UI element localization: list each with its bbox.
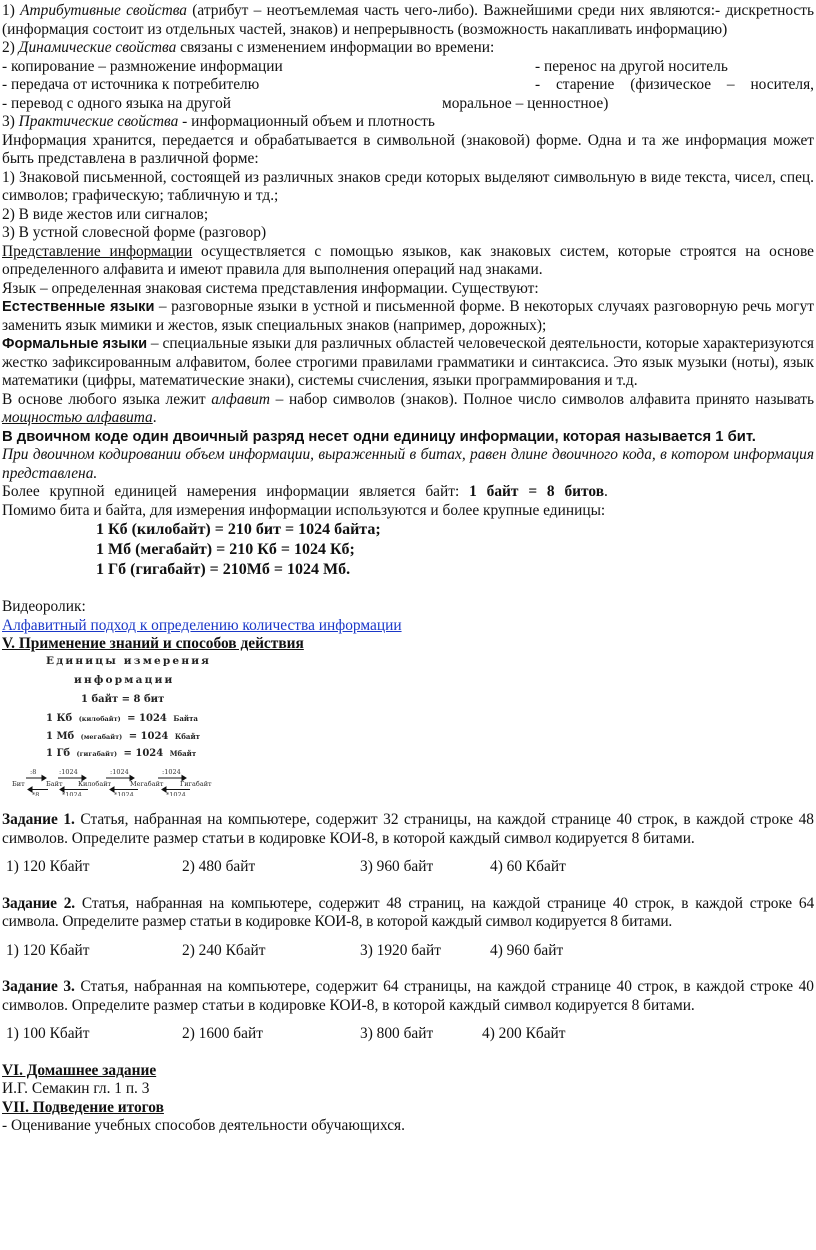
unit-name-megabyte: Мегабайт bbox=[130, 779, 164, 788]
video-label: Видеоролик: bbox=[2, 598, 86, 615]
d-part: 1 Мб bbox=[46, 730, 75, 742]
spacer bbox=[2, 848, 814, 858]
dyn-moral: моральное – ценностное) bbox=[442, 94, 609, 112]
answer-option: 1) 100 Кбайт bbox=[6, 1025, 90, 1042]
term-alphabet-power: мощностью алфавита bbox=[2, 409, 153, 426]
unit-name-bit: Бит bbox=[12, 779, 25, 788]
practical-properties bbox=[2, 113, 814, 132]
dyn-transmit: - передача от источника к потребителю bbox=[2, 76, 260, 93]
bigger-units-intro: Помимо бита и байта, для измерения информации используются и более крупные единицы: bbox=[2, 501, 606, 519]
dyn-aging: - старение (физическое – носителя, bbox=[535, 76, 814, 93]
mul-label: *1024 bbox=[62, 790, 82, 796]
byte-paragraph bbox=[2, 483, 814, 502]
binary-italic-statement: При двоичном кодировании объем информации, выраженный в битах, равен длине двоичного кода, в котором информация представлена. bbox=[2, 446, 814, 482]
answer-option: 4) 960 байт bbox=[490, 941, 564, 959]
diagram-title-2: информации bbox=[74, 673, 175, 686]
task-text: Статья, набранная на компьютере, содержит 64 страницы, на каждой странице 40 строк, в каждой строке 40 символов. Определите размер статьи в кодировке КОИ-8, в которой каждый символ кодируется 8 битами. bbox=[2, 978, 814, 1014]
task-label: Задание 2. bbox=[2, 894, 75, 912]
spacer bbox=[2, 932, 814, 942]
storage-paragraph: Информация хранится, передается и обрабатывается в символьной (знаковой) форме. Одна и та же информация может быть представлена в различной форме: bbox=[2, 131, 814, 167]
dyn-transfer: - перенос на другой носитель bbox=[535, 57, 728, 75]
task-label: Задание 3. bbox=[2, 978, 75, 995]
mul-label: *1024 bbox=[166, 790, 186, 796]
homework-text: И.Г. Семакин гл. 1 п. 3 bbox=[2, 1080, 150, 1097]
task-3-answers bbox=[2, 1025, 814, 1044]
video-link[interactable]: Алфавитный подход к определению количества информации bbox=[2, 616, 402, 634]
formal-languages bbox=[2, 335, 814, 391]
task-text: Статья, набранная на компьютере, содержит 32 страницы, на каждой странице 40 строк, в каждой строке 48 символов. Определите размер статьи в кодировке КОИ-8, в которой каждый символ кодируется 8 битами. bbox=[2, 811, 814, 847]
unit-gb: 1 Гб (гигабайт) = 210Мб = 1024 Мб. bbox=[96, 561, 351, 578]
alphabet-paragraph bbox=[2, 391, 814, 428]
form-item-3: 3) В устной словесной форме (разговор) bbox=[2, 224, 267, 241]
text: Более крупной единицей намерения информации является байт: bbox=[2, 483, 470, 500]
dynamic-properties bbox=[2, 39, 814, 58]
text: VI. Домашнее задание bbox=[2, 1061, 157, 1079]
d-part: 1 Кб bbox=[46, 712, 73, 724]
unit-kb: 1 Кб (килобайт) = 210 бит = 1024 байта; bbox=[96, 521, 381, 538]
text: . bbox=[152, 409, 157, 426]
div-label-4: :1024 bbox=[162, 767, 181, 776]
mul-labels bbox=[32, 791, 186, 796]
attributive-properties bbox=[2, 2, 814, 39]
answer-option: 1) 120 Кбайт bbox=[6, 941, 90, 959]
binary-bit-statement bbox=[2, 428, 814, 447]
item-number: 2) bbox=[2, 39, 19, 56]
units-list bbox=[2, 520, 814, 580]
task-2-answers bbox=[2, 942, 814, 961]
task-text: Статья, набранная на компьютере, содержит 48 страниц, на каждой странице 40 строк, в каждой строке 64 символа. Определите размер статьи в кодировке КОИ-8, в которой каждый символ кодируется 8 битами. bbox=[2, 894, 814, 930]
section-7-heading bbox=[2, 1099, 814, 1118]
text: – разговорные языки в устной и письменной форме. В некоторых случаях разговорную речь могут заменить язык мимики и жестов, язык специальных знаков (например, дорожных); bbox=[2, 298, 814, 334]
text: V. Применение знаний и способов действия bbox=[2, 635, 304, 652]
dynamic-list-row-2 bbox=[2, 76, 814, 95]
text: . bbox=[604, 483, 608, 500]
d-part: (гигабайт) bbox=[76, 749, 118, 758]
answer-option: 2) 480 байт bbox=[182, 858, 256, 875]
answer-option: 3) 1920 байт bbox=[360, 941, 441, 959]
task-1-answers bbox=[2, 858, 814, 877]
item-number: 3) bbox=[2, 113, 19, 130]
summary-text: - Оценивание учебных способов деятельности обучающихся. bbox=[2, 1117, 405, 1134]
term-representation: Представление информации bbox=[2, 242, 193, 260]
dynamic-list-row-3 bbox=[2, 95, 814, 114]
d-part: Байта bbox=[173, 713, 198, 723]
answer-option: 4) 200 Кбайт bbox=[482, 1025, 566, 1042]
diagram-line-2 bbox=[46, 713, 198, 724]
answer-option: 3) 960 байт bbox=[360, 858, 434, 875]
term-natural: Естественные языки bbox=[2, 299, 155, 315]
term-alphabet: алфавит bbox=[211, 390, 271, 408]
form-item-2: 2) В виде жестов или сигналов; bbox=[2, 205, 209, 223]
answer-option: 2) 240 Кбайт bbox=[182, 941, 266, 959]
answer-option: 1) 120 Кбайт bbox=[6, 858, 90, 875]
diagram-line-3 bbox=[46, 731, 201, 742]
div-label-1: :8 bbox=[30, 767, 37, 776]
spacer bbox=[2, 1015, 814, 1025]
d-part: = 1024 bbox=[123, 747, 164, 759]
unit-name-kilobyte: Килобайт bbox=[78, 779, 112, 788]
task-1 bbox=[2, 811, 814, 848]
text: – набор символов (знаков). Полное число символов алфавита принято называть bbox=[270, 390, 814, 408]
spacer bbox=[2, 960, 814, 978]
spacer bbox=[2, 1044, 814, 1062]
d-part: Кбайт bbox=[174, 731, 200, 741]
item-number: 1) bbox=[2, 2, 21, 19]
term-formal: Формальные языки bbox=[2, 336, 148, 352]
section-6-heading bbox=[2, 1062, 814, 1081]
diagram-line-1: 1 байт = 8 бит bbox=[81, 693, 165, 705]
d-part: (мегабайт) bbox=[80, 732, 123, 741]
section-5-heading bbox=[2, 635, 814, 654]
spacer bbox=[2, 580, 814, 598]
term-attributive: Атрибутивные свойства bbox=[20, 2, 187, 19]
d-part: 1 Гб bbox=[46, 747, 71, 759]
natural-languages bbox=[2, 298, 814, 335]
task-3 bbox=[2, 978, 814, 1015]
unit-names bbox=[12, 780, 212, 788]
answer-option: 2) 1600 байт bbox=[182, 1025, 263, 1042]
mul-label: *1024 bbox=[114, 790, 134, 796]
spacer bbox=[2, 877, 814, 895]
d-part: (килобайт) bbox=[78, 714, 121, 723]
diagram-line-4 bbox=[46, 748, 197, 759]
text: В основе любого языка лежит bbox=[2, 390, 212, 408]
unit-name-byte: Байт bbox=[46, 779, 63, 788]
answer-option: 3) 800 байт bbox=[360, 1025, 434, 1042]
text: VII. Подведение итогов bbox=[2, 1098, 164, 1116]
text: - информационный объем и плотность bbox=[178, 113, 435, 130]
unit-mb: 1 Мб (мегабайт) = 210 Кб = 1024 Кб; bbox=[96, 541, 355, 558]
d-part: Мбайт bbox=[169, 748, 197, 758]
answer-option: 4) 60 Кбайт bbox=[490, 858, 566, 875]
unit-name-gigabyte: Гигабайт bbox=[180, 779, 212, 788]
dyn-translate: - перевод с одного языка на другой bbox=[2, 94, 232, 112]
spacer bbox=[2, 801, 814, 811]
term-dynamic: Динамические свойства bbox=[18, 39, 177, 56]
d-part: = 1024 bbox=[128, 730, 169, 742]
language-definition: Язык – определенная знаковая система представления информации. Существуют: bbox=[2, 279, 539, 297]
term-practical: Практические свойства bbox=[18, 113, 179, 130]
mul-label: *8 bbox=[32, 790, 40, 796]
task-2 bbox=[2, 895, 814, 932]
byte-definition: 1 байт = 8 битов bbox=[469, 483, 605, 500]
text: В двоичном коде один двоичный разряд несет одни единицу информации, которая называется 1 бит. bbox=[2, 428, 756, 445]
diagram-title-1: Единицы измерения bbox=[46, 654, 212, 667]
d-part: = 1024 bbox=[127, 712, 167, 724]
text: – специальные языки для различных областей человеческой деятельности, которые характеризуются жестко зафиксированным алфавитом, более строгими правилами грамматики и синтаксиса. Это язык музыки (ноты), язык математики (цифры, математические знаки), системы счисления, языки программирования и т.д. bbox=[2, 335, 814, 389]
units-diagram bbox=[2, 654, 230, 796]
dynamic-list-row-1 bbox=[2, 58, 814, 77]
div-label-3: :1024 bbox=[110, 767, 129, 776]
form-item-1: 1) Знаковой письменной, состоящей из различных знаков среди которых выделяют символьную в виде текста, чисел, спец. символов; графическую; табличную и тд.; bbox=[2, 168, 814, 204]
dyn-copy: - копирование – размножение информации bbox=[2, 57, 283, 75]
text: осуществляется с помощью языков, как знаковых систем, которые строятся на основе определенного алфавита и имеют правила для выполнения операций над знаками. bbox=[2, 242, 814, 278]
representation-paragraph bbox=[2, 243, 814, 280]
div-label-2: :1024 bbox=[59, 767, 78, 776]
text: (атрибут – неотъемлемая часть чего-либо). Важнейшими среди них являются:- дискретность (информация состоит из отдельных частей, знаков) и непрерывность (возможность накапливать информацию) bbox=[2, 2, 814, 38]
task-label: Задание 1. bbox=[2, 811, 75, 828]
text: связаны с изменением информации во времени: bbox=[176, 39, 495, 56]
